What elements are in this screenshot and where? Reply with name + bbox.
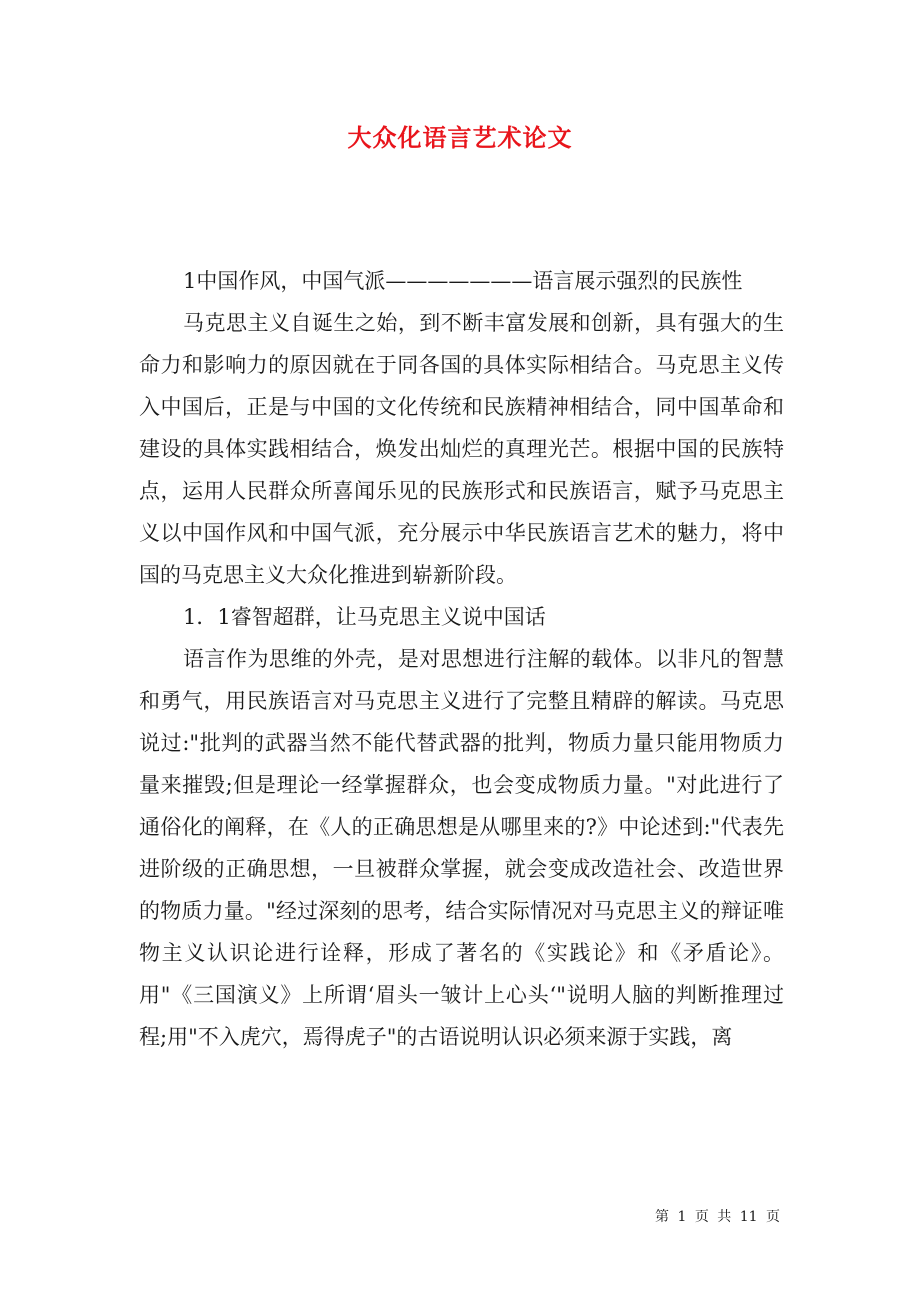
page-number: 第 1 页 共 11 页 — [655, 1209, 780, 1225]
document-title: 大众化语言艺术论文 — [347, 123, 573, 152]
body-paragraph-2: 语言作为思维的外壳，是对思想进行注解的载体。以非凡的智慧和勇气，用民族语言对马克思主义进行了完整且精辟的解读。马克思说过:"批判的武器当然不能代替武器的批判，物质力量只能用物质力量来摧毁;但是理论一经掌握群众，也会变成物质力量。"对此进行了通俗化的阐释，在《人的正确思想是从哪里来的?》中论述到:"代表先进阶级的正确思想，一旦被群众掌握，就会变成改造社会、改造世界的物质力量。"经过深刻的思考，结合实际情况对马克思主义的辩证唯物主义认识论进行诠释，形成了著名的《实践论》和《矛盾论》。用"《三国演义》上所谓‘眉头一皱计上心头‘"说明人脑的判断推理过程;用"不入虎穴，焉得虎子"的古语说明认识必须来源于实践，离 — [139, 647, 784, 1049]
document-body — [139, 260, 784, 1058]
body-paragraph-1: 马克思主义自诞生之始，到不断丰富发展和创新，具有强大的生命力和影响力的原因就在于同各国的具体实际相结合。马克思主义传入中国后，正是与中国的文化传统和民族精神相结合，同中国革命和建设的具体实践相结合，焕发出灿烂的真理光芒。根据中国的民族特点，运用人民群众所喜闻乐见的民族形式和民族语言，赋予马克思主义以中国作风和中国气派，充分展示中华民族语言艺术的魅力，将中国的马克思主义大众化推进到崭新阶段。 — [139, 311, 784, 587]
section-heading-1: 1中国作风，中国气派———————语言展示强烈的民族性 — [183, 269, 743, 293]
section-heading-1-1: 1．1睿智超群，让马克思主义说中国话 — [183, 605, 546, 629]
